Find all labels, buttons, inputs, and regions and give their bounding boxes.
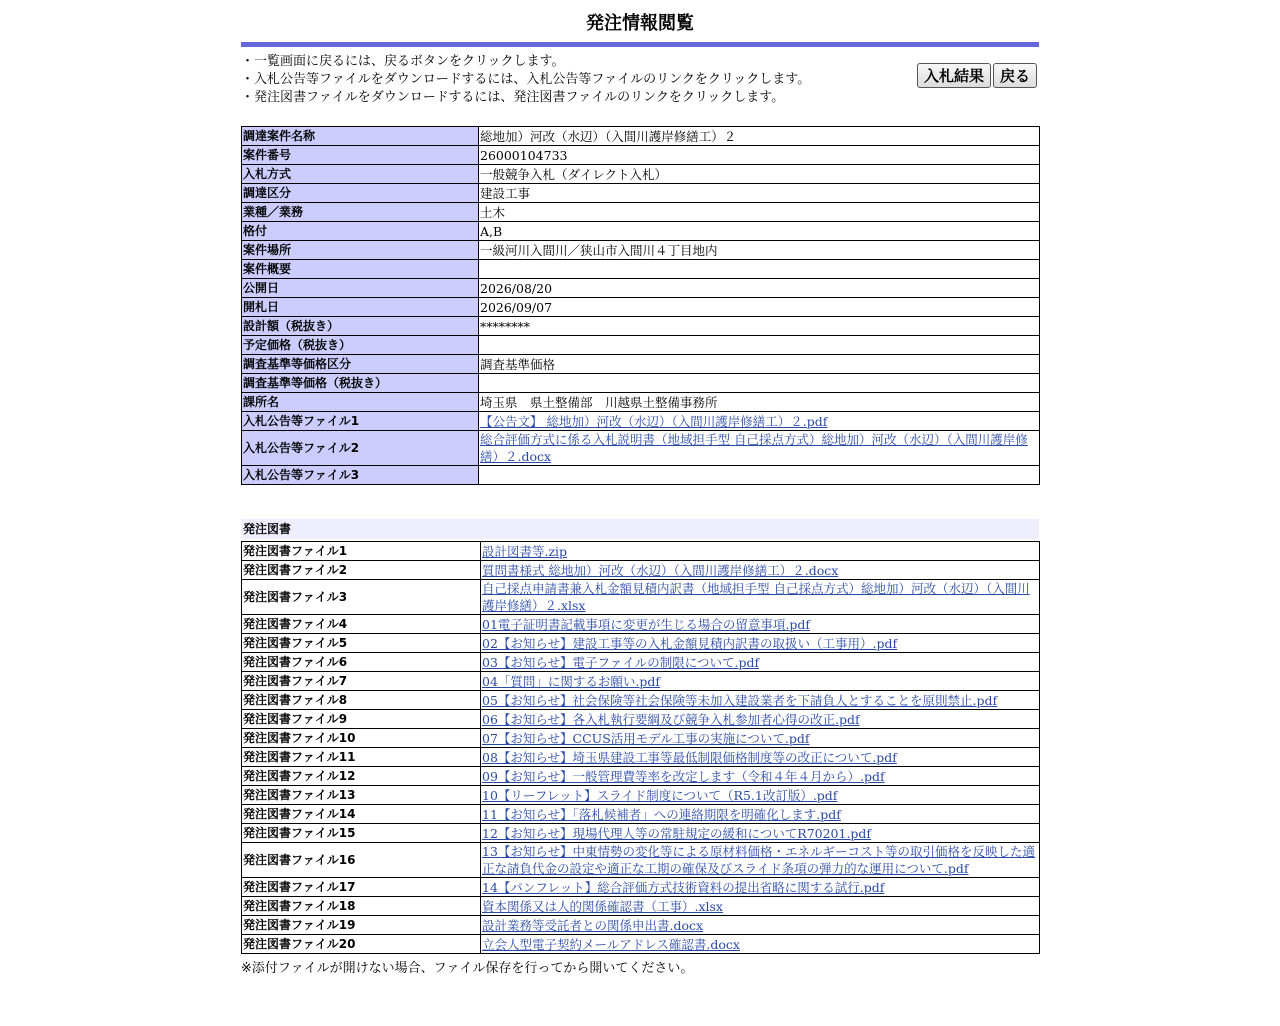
order-file-link[interactable]: 12【お知らせ】現場代理人等の常駐規定の緩和についてR70201.pdf: [482, 825, 872, 841]
info-row: [242, 374, 1040, 393]
order-file-label: 発注図書ファイル6: [242, 653, 481, 672]
info-label: 案件概要: [242, 260, 479, 279]
notice-file-cell: [479, 431, 1040, 466]
notice-file-link[interactable]: 総合評価方式に係る入札説明書（地域担手型 自己採点方式）総地加）河改（水辺）（入間川護岸修繕）２.docx: [480, 432, 1028, 464]
order-file-link[interactable]: 14【パンフレット】総合評価方式技術資料の提出省略に関する試行.pdf: [482, 879, 885, 895]
info-row: [242, 184, 1040, 203]
order-file-cell: [481, 897, 1040, 916]
order-file-link[interactable]: 11【お知らせ】「落札候補者」への連絡期限を明確化します.pdf: [482, 806, 841, 822]
instructions-area: [241, 53, 1039, 110]
info-row: [242, 203, 1040, 222]
order-file-row: [242, 767, 1040, 786]
info-row: [242, 317, 1040, 336]
info-row: [242, 146, 1040, 165]
order-file-row: [242, 805, 1040, 824]
order-file-link[interactable]: 01電子証明書記載事項に変更が生じる場合の留意事項.pdf: [482, 616, 811, 632]
info-row: [242, 393, 1040, 412]
info-value: 2026/08/20: [479, 279, 1040, 298]
order-file-link[interactable]: 09【お知らせ】一般管理費等率を改定します（令和４年４月から）.pdf: [482, 768, 885, 784]
order-file-row: [242, 824, 1040, 843]
order-file-row: [242, 710, 1040, 729]
info-row: [242, 279, 1040, 298]
order-file-cell: [481, 767, 1040, 786]
notice-file-cell: [479, 412, 1040, 431]
instruction-item: ・入札公告等ファイルをダウンロードするには、入札公告等ファイルのリンクをクリックします。: [241, 72, 811, 87]
order-file-cell: [481, 634, 1040, 653]
info-label: 調査基準等価格（税抜き）: [242, 374, 479, 393]
order-file-cell: [481, 729, 1040, 748]
order-file-cell: [481, 824, 1040, 843]
info-value: [479, 336, 1040, 355]
order-file-link[interactable]: 06【お知らせ】各入札執行要綱及び競争入札参加者心得の改正.pdf: [482, 711, 860, 727]
info-value: 26000104733: [479, 146, 1040, 165]
order-file-cell: [481, 935, 1040, 954]
order-file-label: 発注図書ファイル9: [242, 710, 481, 729]
order-file-cell: [481, 542, 1040, 561]
order-file-cell: [481, 878, 1040, 897]
info-value: A,B: [479, 222, 1040, 241]
order-file-link[interactable]: 質問書様式 総地加）河改（水辺）（入間川護岸修繕工）２.docx: [482, 562, 839, 578]
order-file-label: 発注図書ファイル3: [242, 580, 481, 615]
order-file-label: 発注図書ファイル19: [242, 916, 481, 935]
info-row: [242, 355, 1040, 374]
order-file-row: [242, 615, 1040, 634]
order-file-label: 発注図書ファイル11: [242, 748, 481, 767]
info-value: 埼玉県 県土整備部 川越県土整備事務所: [479, 393, 1040, 412]
order-file-label: 発注図書ファイル18: [242, 897, 481, 916]
info-value: 2026/09/07: [479, 298, 1040, 317]
order-file-link[interactable]: 設計図書等.zip: [482, 543, 568, 559]
info-label: 格付: [242, 222, 479, 241]
order-file-cell: [481, 615, 1040, 634]
order-file-label: 発注図書ファイル14: [242, 805, 481, 824]
info-value: ********: [479, 317, 1040, 336]
order-file-link[interactable]: 02【お知らせ】建設工事等の入札金額見積内訳書の取扱い（工事用）.pdf: [482, 635, 898, 651]
notice-file-row: [242, 431, 1040, 466]
bid-result-button[interactable]: 入札結果: [917, 63, 991, 88]
info-value: 土木: [479, 203, 1040, 222]
order-files-table: [241, 541, 1040, 954]
info-label: 課所名: [242, 393, 479, 412]
info-row: [242, 260, 1040, 279]
order-file-row: [242, 878, 1040, 897]
order-file-label: 発注図書ファイル5: [242, 634, 481, 653]
info-label: 調査基準等価格区分: [242, 355, 479, 374]
page-container: [241, 0, 1039, 976]
order-file-label: 発注図書ファイル1: [242, 542, 481, 561]
notice-file-row: [242, 466, 1040, 485]
project-info-table: [241, 126, 1040, 485]
section-title-order-docs: 発注図書: [241, 519, 1039, 539]
notice-file-label: 入札公告等ファイル3: [242, 466, 479, 485]
order-file-label: 発注図書ファイル7: [242, 672, 481, 691]
order-file-label: 発注図書ファイル20: [242, 935, 481, 954]
order-file-row: [242, 729, 1040, 748]
notice-file-link[interactable]: 【公告文】 総地加）河改（水辺）（入間川護岸修繕工）２.pdf: [480, 413, 828, 429]
order-file-row: [242, 786, 1040, 805]
info-label: 設計額（税抜き）: [242, 317, 479, 336]
order-file-label: 発注図書ファイル4: [242, 615, 481, 634]
order-file-cell: [481, 672, 1040, 691]
info-row: [242, 241, 1040, 260]
info-value: 総地加）河改（水辺）（入間川護岸修繕工）２: [479, 127, 1040, 146]
order-file-row: [242, 634, 1040, 653]
info-row: [242, 336, 1040, 355]
notice-file-label: 入札公告等ファイル2: [242, 431, 479, 466]
order-file-link[interactable]: 07【お知らせ】CCUS活用モデル工事の実施について.pdf: [482, 730, 810, 746]
order-file-link[interactable]: 設計業務等受託者との関係申出書.docx: [482, 917, 704, 933]
info-value: 一級河川入間川／狭山市入間川４丁目地内: [479, 241, 1040, 260]
order-file-row: [242, 580, 1040, 615]
order-file-row: [242, 691, 1040, 710]
order-file-row: [242, 935, 1040, 954]
order-file-link[interactable]: 10【リーフレット】スライド制度について（R5.1改訂版）.pdf: [482, 787, 838, 803]
info-label: 公開日: [242, 279, 479, 298]
info-row: [242, 222, 1040, 241]
instruction-item: ・一覧画面に戻るには、戻るボタンをクリックします。: [241, 54, 565, 69]
order-file-label: 発注図書ファイル12: [242, 767, 481, 786]
order-file-row: [242, 561, 1040, 580]
info-value: 調査基準価格: [479, 355, 1040, 374]
back-button[interactable]: 戻る: [993, 63, 1037, 88]
info-label: 業種／業務: [242, 203, 479, 222]
info-value: [479, 374, 1040, 393]
info-row: [242, 298, 1040, 317]
order-file-label: 発注図書ファイル17: [242, 878, 481, 897]
order-file-cell: [481, 805, 1040, 824]
order-file-cell: [481, 843, 1040, 878]
title-divider: [241, 42, 1039, 47]
info-label: 案件番号: [242, 146, 479, 165]
instruction-item: ・発注図書ファイルをダウンロードするには、発注図書ファイルのリンクをクリックします。: [241, 90, 785, 105]
info-value: [479, 260, 1040, 279]
info-label: 入札方式: [242, 165, 479, 184]
order-file-label: 発注図書ファイル2: [242, 561, 481, 580]
order-file-link[interactable]: 05【お知らせ】社会保険等社会保険等未加入建設業者を下請負人とすることを原則禁止.pdf: [482, 692, 998, 708]
info-value: 建設工事: [479, 184, 1040, 203]
notice-file-row: [242, 412, 1040, 431]
notice-file-label: 入札公告等ファイル1: [242, 412, 479, 431]
order-file-cell: [481, 916, 1040, 935]
order-file-row: [242, 916, 1040, 935]
info-value: 一般競争入札（ダイレクト入札）: [479, 165, 1040, 184]
order-file-cell: [481, 653, 1040, 672]
order-file-link[interactable]: 立会人型電子契約メールアドレス確認書.docx: [482, 936, 740, 952]
info-row: [242, 165, 1040, 184]
notice-file-cell: [479, 466, 1040, 485]
order-file-link[interactable]: 03【お知らせ】電子ファイルの制限について.pdf: [482, 654, 760, 670]
order-file-link[interactable]: 13【お知らせ】中東情勢の変化等による原材料価格・エネルギーコスト等の取引価格を反映した適正な請負代金の設定や適正な工期の確保及びスライド条項の弾力的な運用について.pdf: [482, 844, 1036, 876]
order-file-label: 発注図書ファイル15: [242, 824, 481, 843]
order-file-link[interactable]: 自己採点申請書兼入札金額見積内訳書（地域担手型 自己採点方式）総地加）河改（水辺）（入間川護岸修繕）２.xlsx: [482, 581, 1030, 613]
order-file-cell: [481, 691, 1040, 710]
info-row: [242, 127, 1040, 146]
order-file-cell: [481, 786, 1040, 805]
order-file-label: 発注図書ファイル8: [242, 691, 481, 710]
order-file-cell: [481, 748, 1040, 767]
order-file-label: 発注図書ファイル16: [242, 843, 481, 878]
order-file-row: [242, 897, 1040, 916]
info-label: 予定価格（税抜き）: [242, 336, 479, 355]
order-file-row: [242, 672, 1040, 691]
page-title: 発注情報閲覧: [586, 13, 694, 34]
footer-note: ※添付ファイルが開けない場合、ファイル保存を行ってから開いてください。: [241, 961, 694, 976]
info-label: 開札日: [242, 298, 479, 317]
order-file-row: [242, 653, 1040, 672]
order-file-cell: [481, 561, 1040, 580]
info-label: 調達案件名称: [242, 127, 479, 146]
order-file-label: 発注図書ファイル10: [242, 729, 481, 748]
order-file-link[interactable]: 08【お知らせ】埼玉県建設工事等最低制限価格制度等の改正について.pdf: [482, 749, 897, 765]
order-file-cell: [481, 710, 1040, 729]
info-label: 調達区分: [242, 184, 479, 203]
order-file-link[interactable]: 04「質問」に関するお願い.pdf: [482, 673, 661, 689]
action-buttons: [915, 63, 1037, 88]
order-file-row: [242, 843, 1040, 878]
order-file-cell: [481, 580, 1040, 615]
order-file-row: [242, 748, 1040, 767]
info-label: 案件場所: [242, 241, 479, 260]
order-file-link[interactable]: 資本関係又は人的関係確認書（工事）.xlsx: [482, 898, 723, 914]
order-file-label: 発注図書ファイル13: [242, 786, 481, 805]
order-file-row: [242, 542, 1040, 561]
